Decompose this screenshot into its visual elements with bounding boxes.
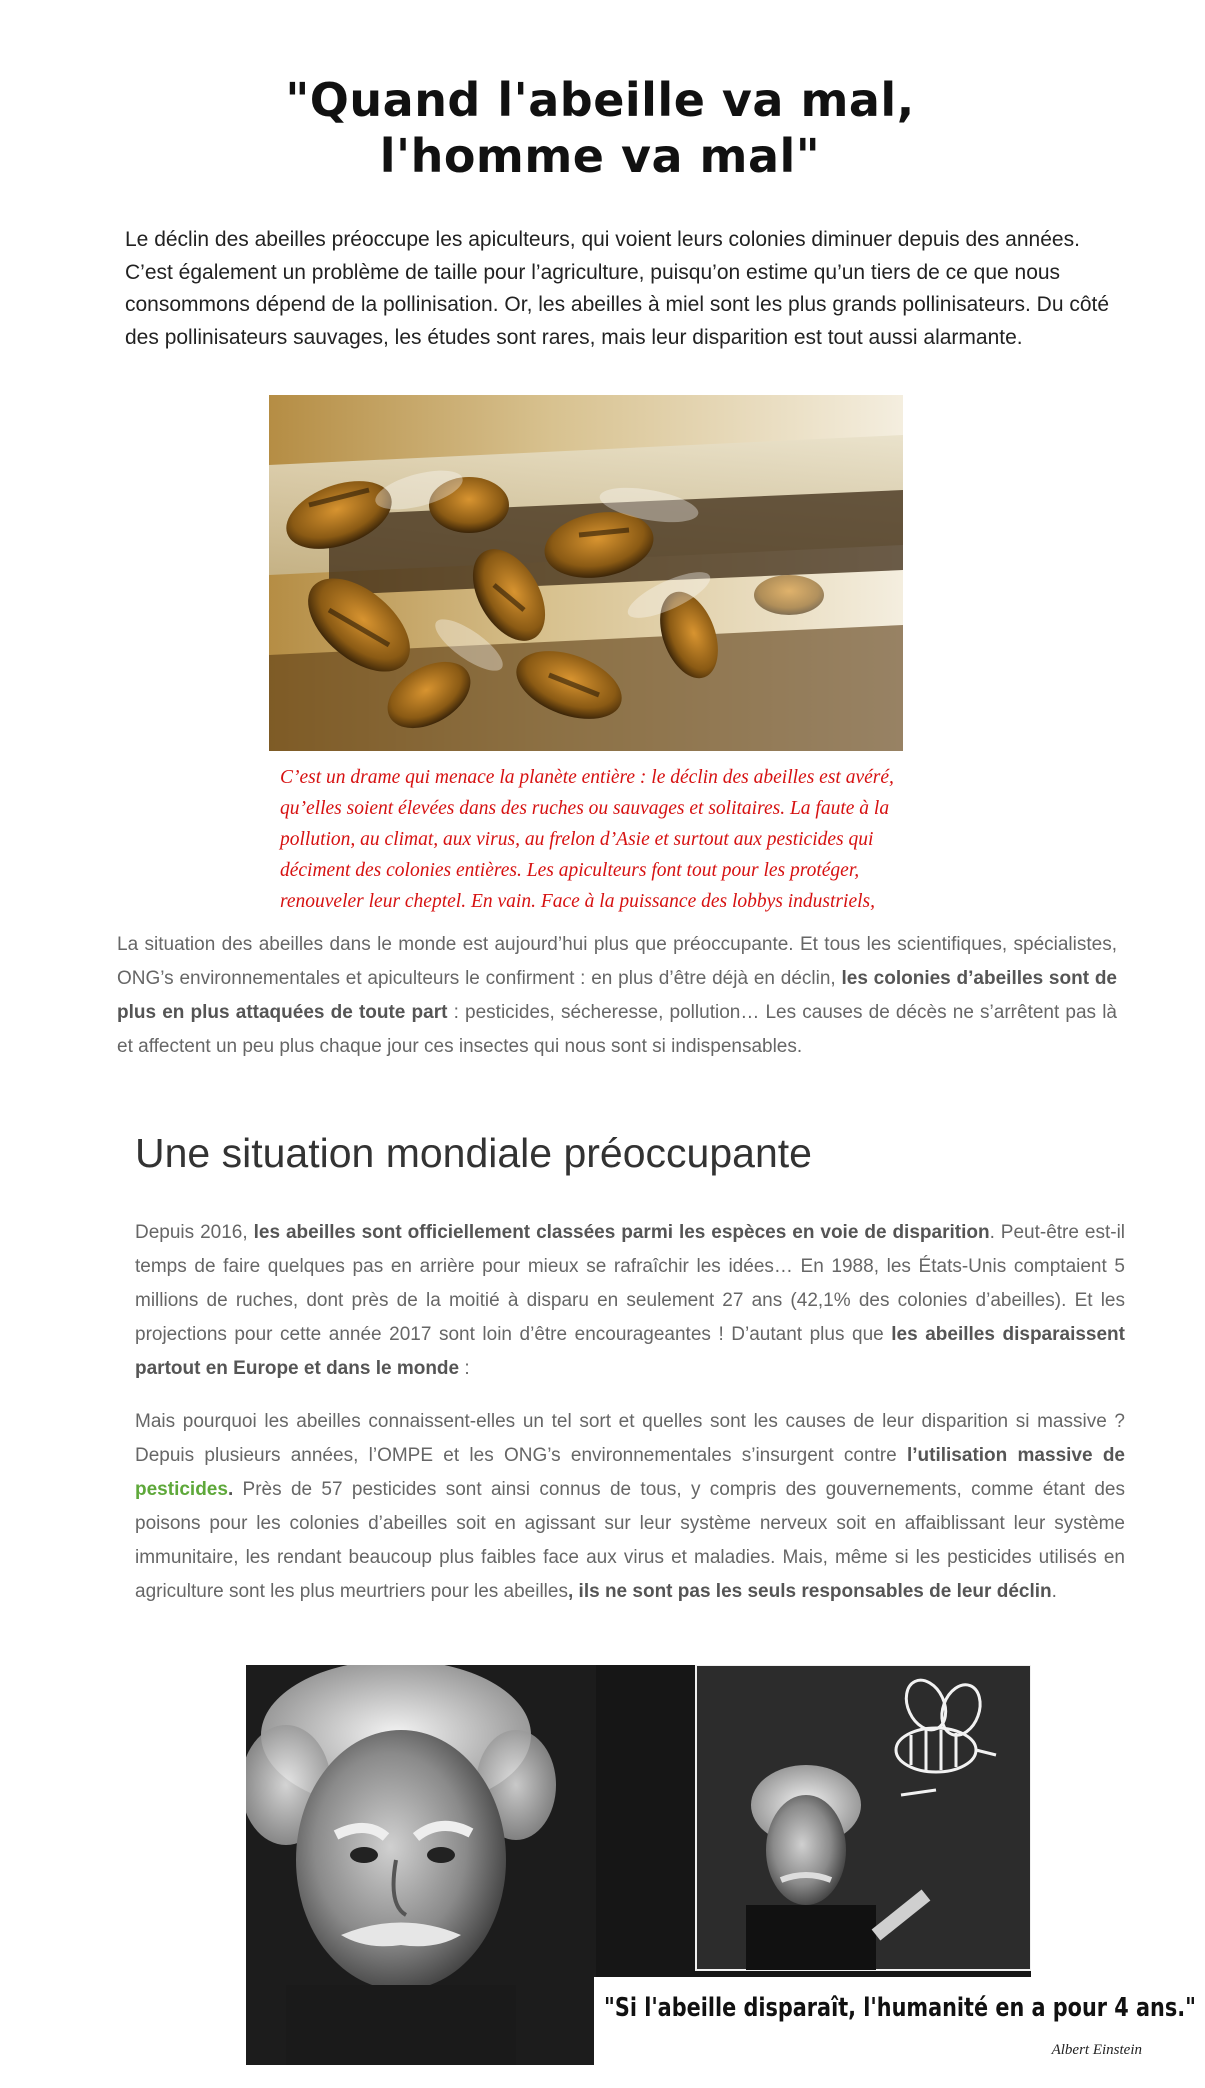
causes-highlight-1: l’utilisation massive de [906, 1445, 1125, 1466]
einstein-quote: "Si l'abeille disparaît, l'humanité en a pour 4 ans." [604, 1993, 1196, 2023]
causes-period: . [227, 1479, 234, 1500]
quote-box [594, 1977, 1205, 2075]
page-title-line-2: l'homme va mal" [379, 129, 821, 183]
situation-highlight: les colonies d’abeilles sont de plus en plus attaquées de toute part [117, 968, 1117, 1023]
bees-photo [269, 395, 903, 751]
photo-caption: C’est un drame qui menace la planète entière : le déclin des abeilles est avéré, qu’elles soient élevées dans des ruches ou sauvages et solitaires. La faute à la pollution, au climat, aux virus, au frelon d’Asie et surtout aux pesticides qui déciment des colonies entières. Les apiculteurs font tout pour les protéger, renouveler leur cheptel. En vain. Face à la puissance des lobbys industriels, [280, 767, 894, 912]
depuis-text-2: . Peut-être est-il temps de faire quelques pas en arrière pour mieux se rafraîchir les idées… En 1988, les États-Unis comptaient 5 millions de ruches, dont près de la moitié à disparu en seulement 27 ans (42,1% des colonies d’abeilles). Et les projections pour cette année 2017 sont loin d’être encourageantes ! D’autant plus que [135, 1222, 1126, 1345]
einstein-chalkboard-photo [696, 1665, 1031, 1970]
depuis-text-1: Depuis 2016, [135, 1222, 254, 1243]
situation-text-1: La situation des abeilles dans le monde est aujourd’hui plus que préoccupante. Et tous les scientifiques, spécialistes, ONG’s environnementales et apiculteurs le confirment : en plus d’être déjà en déclin, [117, 934, 1117, 989]
causes-text-3: . [1051, 1581, 1057, 1602]
causes-highlight-2: , ils ne sont pas les seuls responsables de leur déclin [567, 1581, 1052, 1602]
intro-paragraph: Le déclin des abeilles préoccupe les apiculteurs, qui voient leurs colonies diminuer depuis des années. C’est également un problème de taille pour l’agriculture, puisqu’on estime qu’un tiers de ce que nous consommons dépend de la pollinisation. Or, les abeilles à miel sont les plus grands pollinisateurs. Du côté des pollinisateurs sauvages, les études sont rares, mais leur disparition est tout aussi alarmante. [125, 228, 1110, 349]
causes-text-2: Près de 57 pesticides sont ainsi connus de tous, y compris des gouvernements, comme étant des poisons pour les colonies d’abeilles soit en agissant sur leur système nerveux soit en affaiblissant leur système immunitaire, les rendant beaucoup plus faibles face aux virus et maladies. Mais, même si les pesticides utilisés en agriculture sont les plus meurtriers pour les abeilles [135, 1479, 1125, 1602]
page-title-line-1: "Quand l'abeille va mal, [285, 73, 915, 127]
depuis-text-3: : [459, 1358, 470, 1379]
section-heading: Une situation mondiale préoccupante [135, 1130, 812, 1176]
pesticides-link[interactable]: pesticides [135, 1479, 228, 1500]
causes-text-1: Mais pourquoi les abeilles connaissent-elles un tel sort et quelles sont les causes de leur disparition si massive ? Depuis plusieurs années, l’OMPE et les ONG’s environnementales s’insurgent contre [135, 1411, 1125, 1466]
situation-text-2: : pesticides, sécheresse, pollution… Les causes de décès ne s’arrêtent pas là et affectent un peu plus chaque jour ces insectes qui nous sont si indispensables. [117, 1002, 1117, 1057]
situation-paragraph [117, 928, 1117, 1064]
depuis-highlight-2: les abeilles disparaissent partout en Europe et dans le monde [135, 1324, 1125, 1379]
depuis-highlight-1: les abeilles sont officiellement classées parmi les espèces en voie de disparition [253, 1222, 990, 1243]
page-title [240, 72, 960, 184]
quote-author: Albert Einstein [1051, 2042, 1142, 2058]
depuis-paragraph [135, 1216, 1125, 1386]
causes-paragraph [135, 1405, 1125, 1609]
